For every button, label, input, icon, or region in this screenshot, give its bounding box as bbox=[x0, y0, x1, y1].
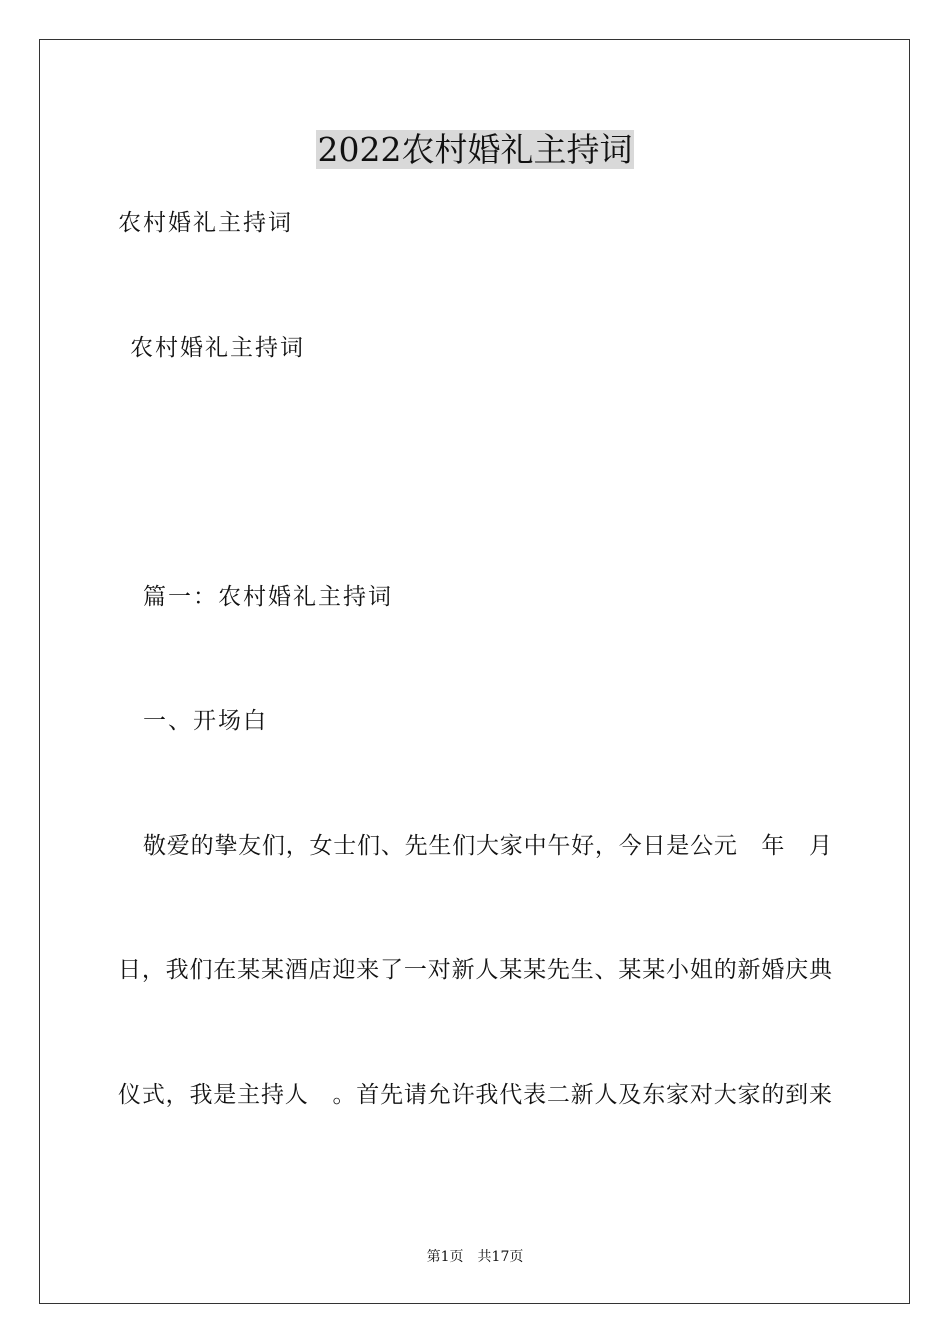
subtitle-line-1: 农村婚礼主持词 bbox=[118, 210, 293, 236]
document-title bbox=[0, 128, 950, 172]
body-line-2: 日，我们在某某酒店迎来了一对新人某某先生、某某小姐的新婚庆典 bbox=[118, 957, 832, 983]
part-heading: 一、开场白 bbox=[143, 708, 268, 734]
section-heading: 篇一：农村婚礼主持词 bbox=[143, 584, 393, 610]
subtitle-line-2: 农村婚礼主持词 bbox=[130, 335, 305, 361]
body-line-3: 仪式，我是主持人 。首先请允许我代表二新人及东家对大家的到来 bbox=[118, 1082, 832, 1108]
page-footer: 第1页 共17页 bbox=[426, 1249, 524, 1265]
document-title-text: 2022农村婚礼主持词 bbox=[317, 130, 633, 169]
body-line-1: 敬爱的挚友们，女士们、先生们大家中午好，今日是公元 年 月 bbox=[143, 833, 832, 859]
